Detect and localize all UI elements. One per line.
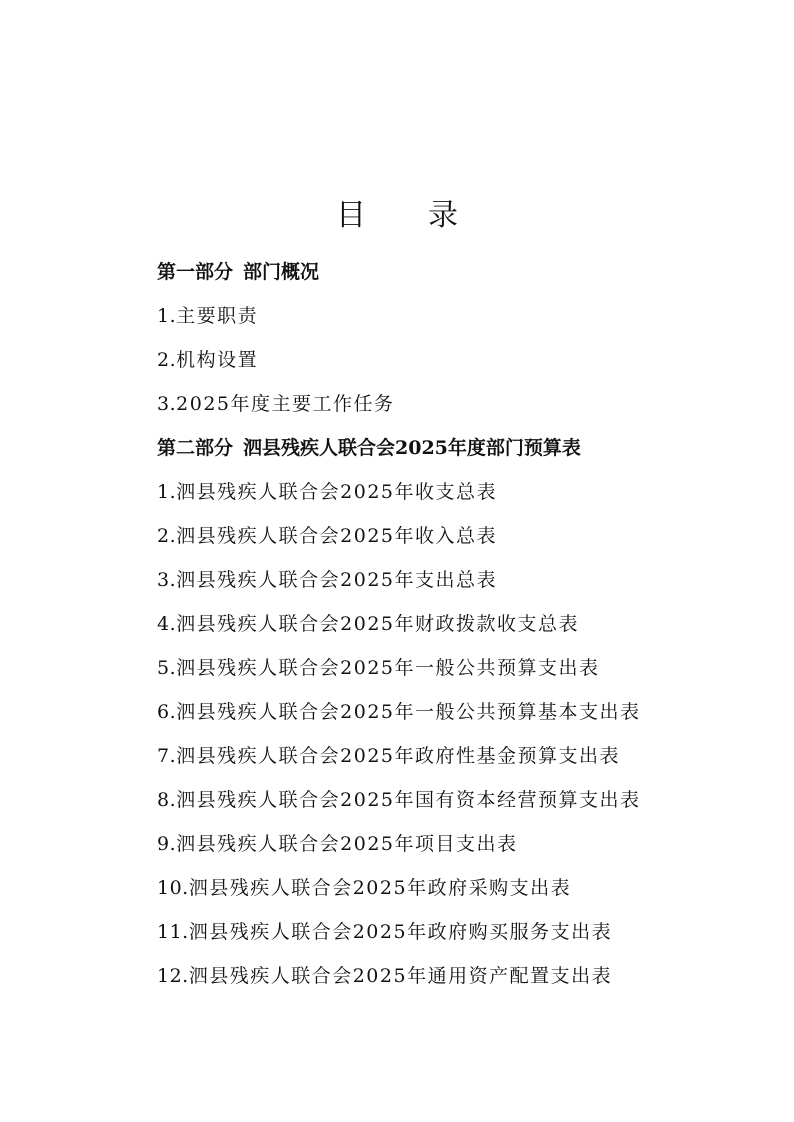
toc-item-number: 5. bbox=[157, 657, 177, 679]
toc-item-text: 主要职责 bbox=[176, 305, 259, 327]
toc-item-text: 泗县残疾人联合会2025年一般公共预算基本支出表 bbox=[176, 701, 641, 723]
toc-item-text: 2025年度主要工作任务 bbox=[176, 393, 395, 415]
toc-item[interactable] bbox=[157, 778, 757, 822]
toc-item-number: 12. bbox=[157, 965, 189, 987]
toc-item[interactable] bbox=[157, 294, 757, 338]
section-part-label: 第二部分 bbox=[157, 437, 234, 459]
toc-item-text: 泗县残疾人联合会2025年项目支出表 bbox=[176, 833, 518, 855]
toc-item[interactable] bbox=[157, 558, 757, 602]
toc-item-text: 机构设置 bbox=[176, 349, 259, 371]
toc-item-text: 泗县残疾人联合会2025年财政拨款收支总表 bbox=[176, 613, 579, 635]
toc-item[interactable] bbox=[157, 690, 757, 734]
toc-item-text: 泗县残疾人联合会2025年政府采购支出表 bbox=[188, 877, 572, 899]
toc-item-text: 泗县残疾人联合会2025年政府性基金预算支出表 bbox=[176, 745, 620, 767]
toc-item-text: 泗县残疾人联合会2025年支出总表 bbox=[176, 569, 497, 591]
toc-item-number: 4. bbox=[157, 613, 177, 635]
toc-item-number: 9. bbox=[157, 833, 177, 855]
toc-item-text: 泗县残疾人联合会2025年一般公共预算支出表 bbox=[176, 657, 600, 679]
title-char-1: 目 bbox=[336, 198, 428, 233]
toc-item-number: 10. bbox=[157, 877, 189, 899]
toc-item-number: 1. bbox=[157, 305, 177, 327]
section-part-title: 部门概况 bbox=[243, 261, 320, 283]
toc-item[interactable] bbox=[157, 734, 757, 778]
toc-item[interactable] bbox=[157, 514, 757, 558]
toc-item[interactable] bbox=[157, 646, 757, 690]
toc-item-number: 7. bbox=[157, 745, 177, 767]
title-char-2: 录 bbox=[428, 198, 520, 233]
toc-item-text: 泗县残疾人联合会2025年通用资产配置支出表 bbox=[188, 965, 613, 987]
toc-item-number: 3. bbox=[157, 393, 177, 415]
toc-item[interactable] bbox=[157, 954, 757, 998]
section-heading-part-1[interactable] bbox=[157, 250, 757, 294]
toc-item-text: 泗县残疾人联合会2025年收支总表 bbox=[176, 481, 497, 503]
toc-item-number: 1. bbox=[157, 481, 177, 503]
toc-item-number: 11. bbox=[157, 921, 189, 943]
table-of-contents bbox=[157, 250, 757, 998]
toc-item[interactable] bbox=[157, 338, 757, 382]
toc-item[interactable] bbox=[157, 602, 757, 646]
section-part-title: 泗县残疾人联合会2025年度部门预算表 bbox=[243, 437, 581, 459]
toc-item-number: 3. bbox=[157, 569, 177, 591]
toc-item[interactable] bbox=[157, 382, 757, 426]
toc-item-text: 泗县残疾人联合会2025年收入总表 bbox=[176, 525, 497, 547]
toc-item-number: 8. bbox=[157, 789, 177, 811]
toc-item-text: 泗县残疾人联合会2025年政府购买服务支出表 bbox=[188, 921, 613, 943]
toc-item[interactable] bbox=[157, 822, 757, 866]
section-heading-part-2[interactable] bbox=[157, 426, 757, 470]
toc-item[interactable] bbox=[157, 866, 757, 910]
page-title bbox=[0, 196, 794, 236]
toc-item[interactable] bbox=[157, 910, 757, 954]
section-part-label: 第一部分 bbox=[157, 261, 234, 283]
toc-item-number: 6. bbox=[157, 701, 177, 723]
toc-item-number: 2. bbox=[157, 349, 177, 371]
toc-item[interactable] bbox=[157, 470, 757, 514]
toc-item-number: 2. bbox=[157, 525, 177, 547]
toc-item-text: 泗县残疾人联合会2025年国有资本经营预算支出表 bbox=[176, 789, 641, 811]
